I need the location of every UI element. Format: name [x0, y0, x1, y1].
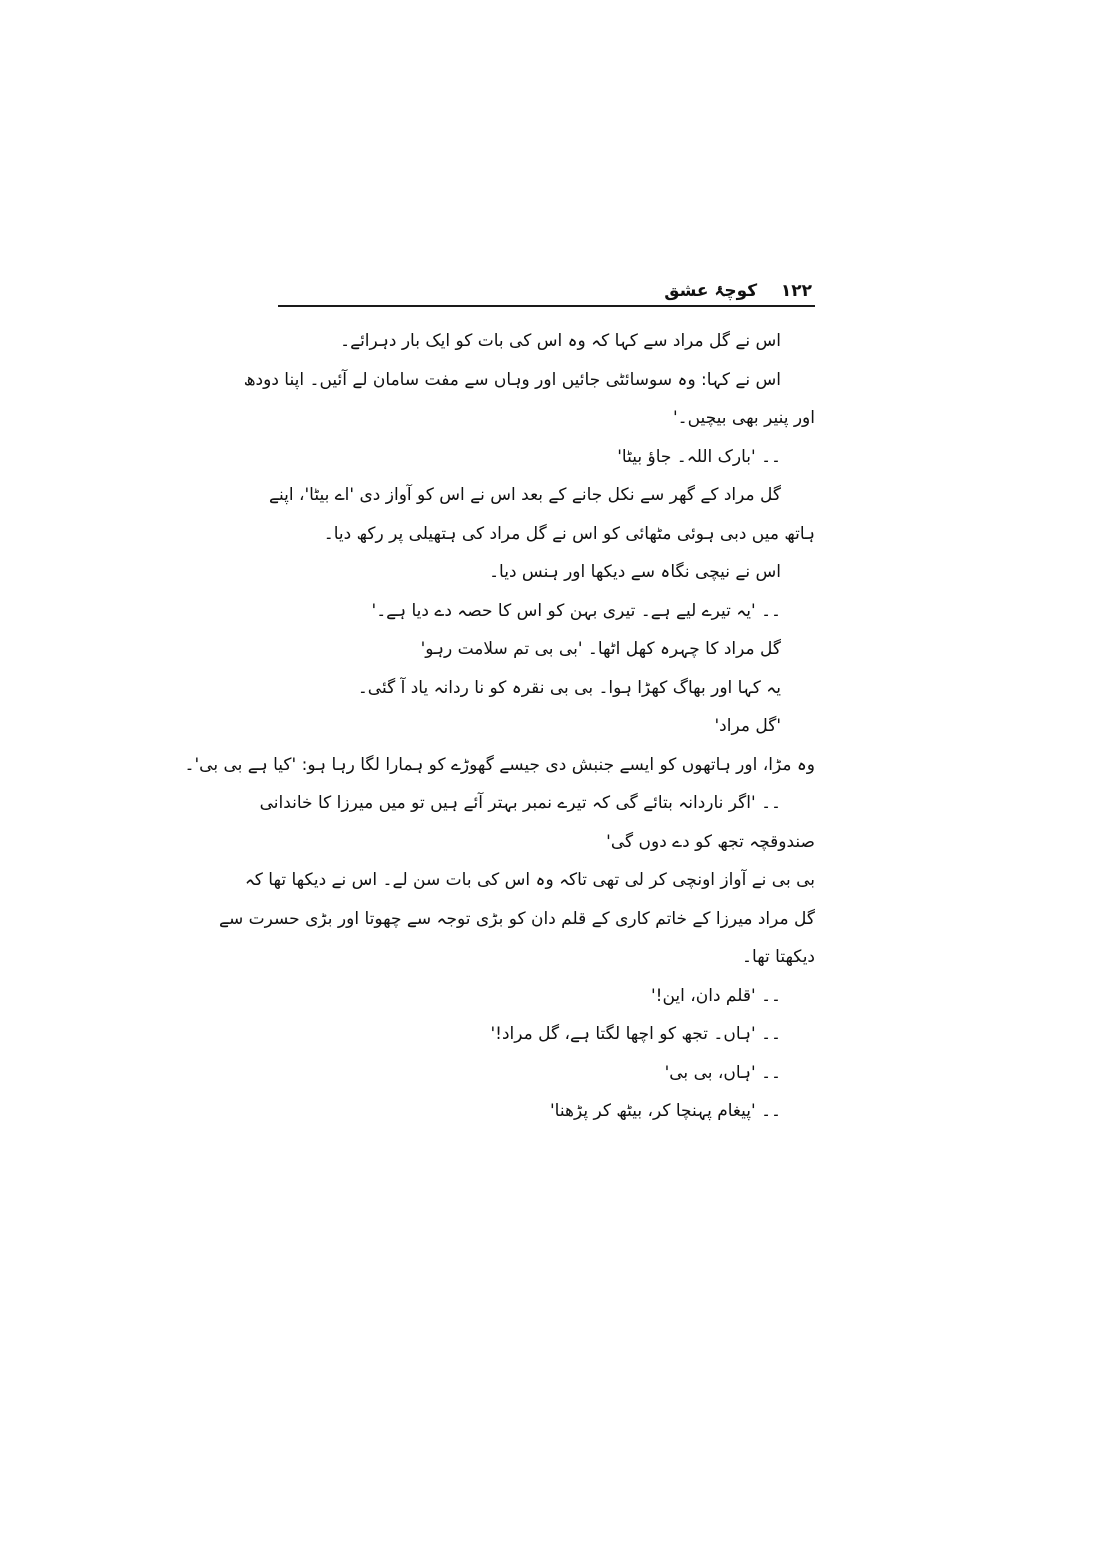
text-line: ۔۔ 'پیغام پہنچا کر، بیٹھ کر پڑھنا'	[550, 1101, 781, 1121]
header-rule	[278, 305, 815, 307]
text-line: گل مراد میرزا کے خاتم کاری کے قلم دان کو بڑی توجہ سے چھوتا اور بڑی حسرت سے	[219, 908, 815, 929]
text-line: صندوقچہ تجھ کو دے دوں گی'	[606, 831, 815, 852]
text-line: گل مراد کے گھر سے نکل جانے کے بعد اس نے اس کو آواز دی 'اے بیٹا'، اپنے	[269, 485, 781, 505]
text-line: ۔۔ 'ہاں۔ تجھ کو اچھا لگتا ہے، گل مراد!'	[490, 1024, 781, 1044]
text-line: گل مراد کا چہرہ کھل اٹھا۔ 'بی بی تم سلامت رہو'	[420, 639, 781, 659]
text-line: 'گل مراد'	[714, 716, 781, 736]
running-header	[664, 280, 812, 301]
page-number: ۱۲۲	[780, 281, 812, 301]
text-line: اس نے نیچی نگاہ سے دیکھا اور ہنس دیا۔	[489, 562, 781, 582]
text-line: دیکھتا تھا۔	[742, 947, 815, 967]
text-line: اس نے کہا: وہ سوسائٹی جائیں اور وہاں سے مفت سامان لے آئیں۔ اپنا دودھ	[243, 369, 781, 390]
text-line: ۔۔ 'قلم دان، این!'	[650, 985, 781, 1006]
book-title: کوچۂ عشق	[664, 281, 758, 301]
text-line: اور پنیر بھی بیچیں۔'	[672, 408, 815, 428]
page-header	[278, 270, 818, 306]
text-line: ۔۔ 'بارک اللہ۔ جاؤ بیٹا'	[617, 446, 781, 467]
text-line: ہاتھ میں دبی ہوئی مٹھائی کو اس نے گل مراد کی ہتھیلی پر رکھ دیا۔	[323, 523, 815, 544]
text-line: ۔۔ 'اگر ناردانہ بتائے گی کہ تیرے نمبر بہتر آئے ہیں تو میں میرزا کا خاندانی	[259, 793, 781, 813]
body-text	[184, 322, 815, 1131]
text-line: یہ کہا اور بھاگ کھڑا ہوا۔ بی بی نقرہ کو نا ردانہ یاد آ گئی۔	[357, 677, 781, 698]
text-line: ۔۔ 'ہاں، بی بی'	[664, 1062, 781, 1083]
text-line: وہ مڑا، اور ہاتھوں کو ایسے جنبش دی جیسے گھوڑے کو ہمارا لگا رہا ہو: 'کیا ہے بی بی'۔	[184, 754, 815, 775]
text-line: ۔۔ 'یہ تیرے لیے ہے۔ تیری بہن کو اس کا حصہ دے دیا ہے۔'	[371, 600, 781, 621]
text-line: اس نے گل مراد سے کہا کہ وہ اس کی بات کو ایک بار دہرائے۔	[340, 331, 781, 351]
text-line: بی بی نے آواز اونچی کر لی تھی تاکہ وہ اس کی بات سن لے۔ اس نے دیکھا تھا کہ	[244, 870, 815, 890]
